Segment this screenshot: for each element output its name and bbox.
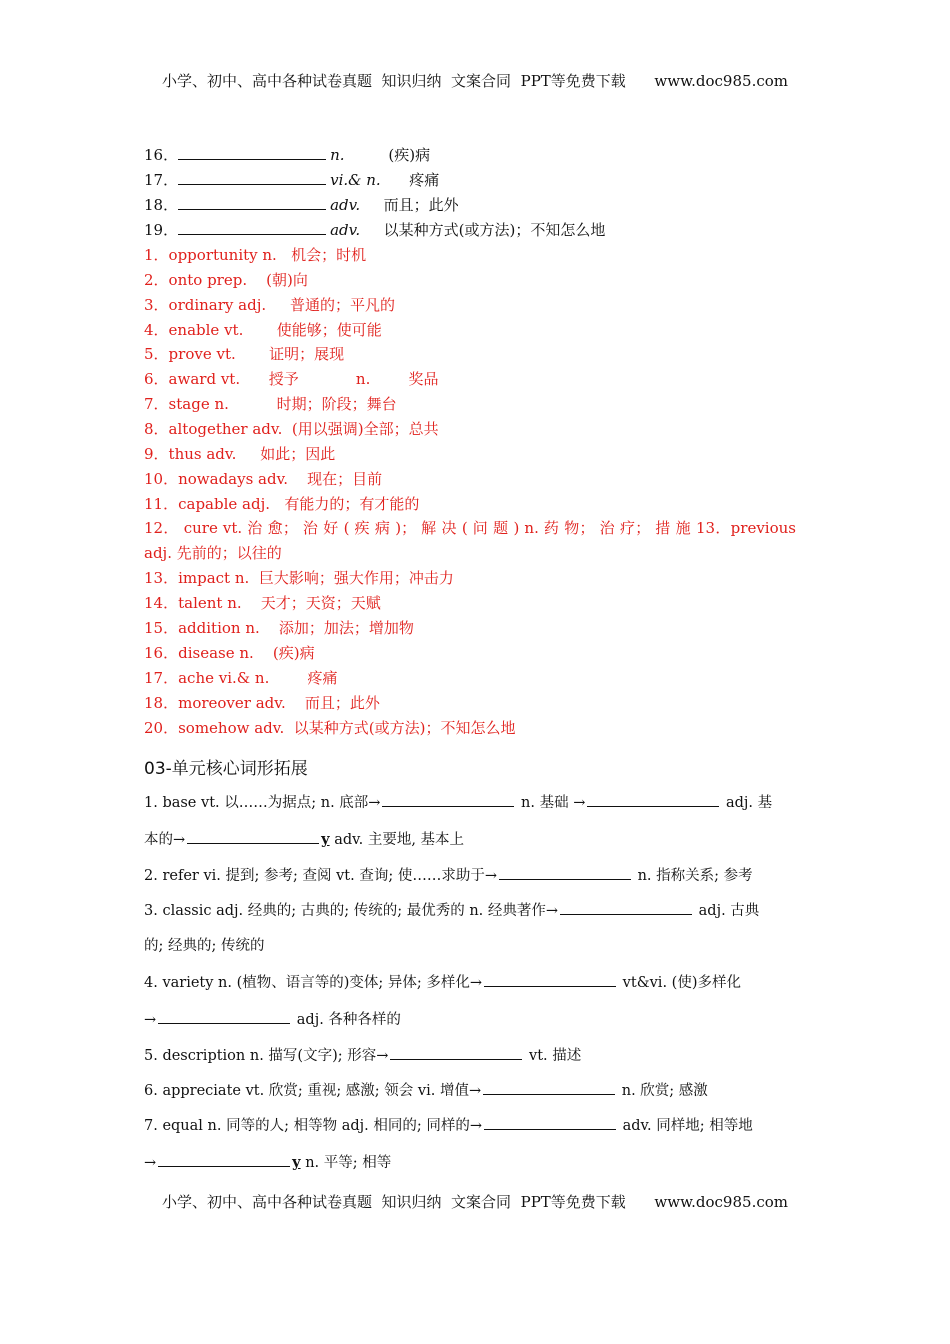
answer-blank[interactable] <box>178 145 326 160</box>
page-header: 小学、初中、高中各种试卷真题 知识归纳 文案合同 PPT等免费下载 www.doc985.com <box>161 72 788 90</box>
answer-line: 17．ache vi.& n. 疼痛 <box>144 669 338 687</box>
answer-line-wrapped: 12． cure vt. 治 愈； 治 好 ( 疾 病 )； 解 决 ( 问 题 ) n. 药 物； 治 疗； 措 施 13．previous adj. 先前的；以往的 <box>144 519 796 562</box>
answer-line: 15．addition n. 添加；加法；增加物 <box>144 619 414 637</box>
answer-line: 14．talent n. 天才；天资；天赋 <box>144 594 381 612</box>
answer-line: 7．stage n. 时期；阶段；舞台 <box>144 395 397 413</box>
wordform-item-5: 5. description n. 描写(文字); 形容→ vt. 描述 <box>144 1045 796 1066</box>
answer-line: 10．nowadays adv. 现在；目前 <box>144 470 383 488</box>
wordform-item-7: 7. equal n. 同等的人; 相等物 adj. 相同的; 同样的→ adv. 同样地; 相等地 <box>144 1115 796 1136</box>
answer-line: 4．enable vt. 使能够；使可能 <box>144 321 382 339</box>
answer-blank[interactable] <box>390 1045 522 1060</box>
wordform-item-7-cont: → y n. 平等; 相等 <box>144 1154 392 1171</box>
answer-blank[interactable] <box>483 1080 615 1095</box>
answer-line: 3．ordinary adj. 普通的；平凡的 <box>144 296 395 314</box>
answer-blank[interactable] <box>587 792 719 807</box>
section-heading: 03-单元核心词形拓展 <box>144 759 308 779</box>
answer-blank[interactable] <box>158 1152 290 1167</box>
wordform-item-4: 4. variety n. (植物、语言等的)变体; 异体; 多样化→ vt&vi. (使)多样化 <box>144 972 796 993</box>
answer-blank[interactable] <box>178 220 326 235</box>
answer-line: 2．onto prep. (朝)向 <box>144 271 308 289</box>
page-footer: 小学、初中、高中各种试卷真题 知识归纳 文案合同 PPT等免费下载 www.doc985.com <box>161 1193 788 1211</box>
answer-line: 13．impact n. 巨大影响；强大作用；冲击力 <box>144 569 454 587</box>
answer-line: 6．award vt. 授予 n. 奖品 <box>144 370 439 388</box>
answer-line: 8．altogether adv. (用以强调)全部；总共 <box>144 420 439 438</box>
answer-blank[interactable] <box>382 792 514 807</box>
wordform-item-1-cont: 本的→ y adv. 主要地, 基本上 <box>144 831 465 848</box>
wordform-item-6: 6. appreciate vt. 欣赏; 重视; 感激; 领会 vi. 增值→ n. 欣赏; 感激 <box>144 1080 796 1101</box>
wordform-item-4-cont: → adj. 各种各样的 <box>144 1009 796 1030</box>
answer-blank[interactable] <box>484 1115 616 1130</box>
wordform-item-3-cont: 的; 经典的; 传统的 <box>144 938 265 954</box>
answer-line: 16．disease n. (疾)病 <box>144 644 315 662</box>
wordform-item-1: 1. base vt. 以……为据点; n. 底部→ n. 基础 → adj. 基 <box>144 792 796 813</box>
answer-line: 1．opportunity n. 机会；时机 <box>144 246 367 264</box>
wordform-item-3: 3. classic adj. 经典的; 古典的; 传统的; 最优秀的 n. 经典著作→ adj. 古典 <box>144 900 796 921</box>
answer-line: 11．capable adj. 有能力的；有才能的 <box>144 495 420 513</box>
exercise-line: 19． adv. 以某种方式(或方法)；不知怎么地 <box>144 221 606 239</box>
answer-line: 20．somehow adv. 以某种方式(或方法)；不知怎么地 <box>144 719 516 737</box>
answer-blank[interactable] <box>484 972 616 987</box>
answer-blank[interactable] <box>178 195 326 210</box>
exercise-line: 16． n. (疾)病 <box>144 146 431 164</box>
exercise-line: 17． vi.& n. 疼痛 <box>144 171 440 189</box>
answer-line: 5．prove vt. 证明；展现 <box>144 345 345 363</box>
wordform-item-2: 2. refer vi. 提到; 参考; 查阅 vt. 查询; 使……求助于→ n. 指称关系; 参考 <box>144 865 796 886</box>
answer-line: 18．moreover adv. 而且；此外 <box>144 694 380 712</box>
answer-blank[interactable] <box>187 829 319 844</box>
answer-line: 9．thus adv. 如此；因此 <box>144 445 336 463</box>
answer-blank[interactable] <box>560 900 692 915</box>
answer-blank[interactable] <box>178 170 326 185</box>
answer-blank[interactable] <box>499 865 631 880</box>
answer-blank[interactable] <box>158 1009 290 1024</box>
exercise-line: 18． adv. 而且；此外 <box>144 196 459 214</box>
